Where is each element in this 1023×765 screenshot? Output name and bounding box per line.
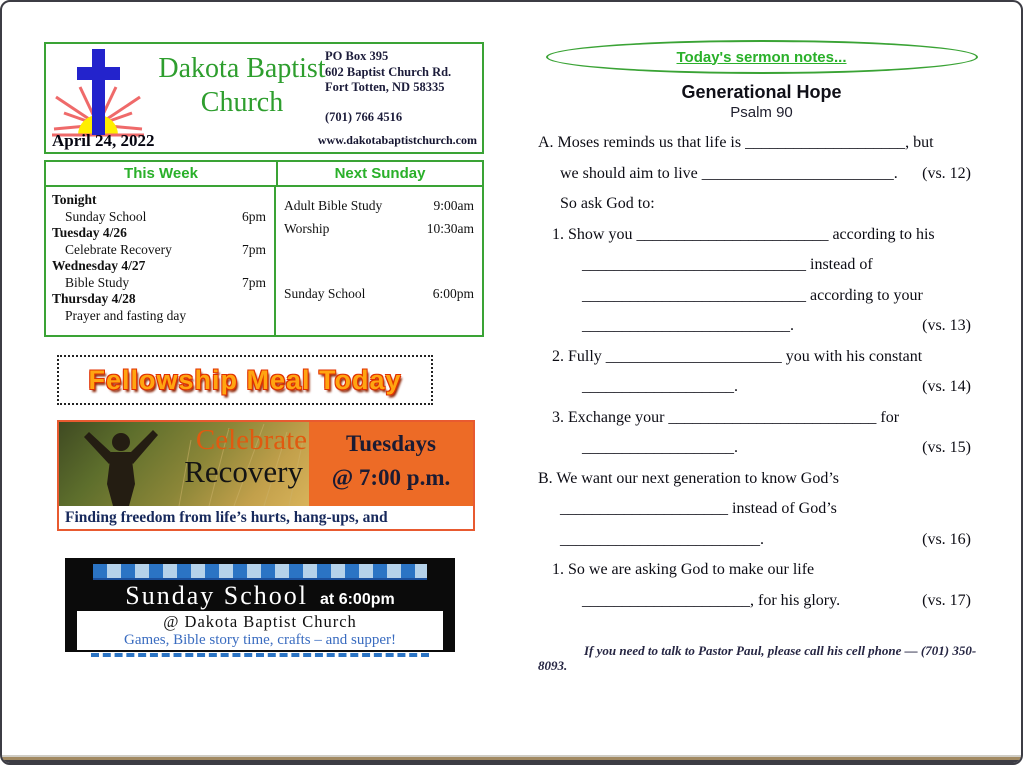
schedule-row: Tonight <box>52 192 97 207</box>
schedule-row: Sunday School 6:00pm <box>284 286 474 301</box>
church-address <box>325 49 477 125</box>
address-line: 602 Baptist Church Rd. <box>325 64 452 79</box>
sermon-line: __________________________. (vs. 13) <box>538 311 985 342</box>
schedule-table <box>44 160 484 337</box>
sermon-line: we should aim to live ________________________. (vs. 12) <box>538 159 985 190</box>
next-sunday-column <box>276 187 482 335</box>
sermon-line: 1. Show you ________________________ according to his <box>538 220 985 251</box>
schedule-row: Prayer and fasting day <box>65 307 187 323</box>
sermon-notes-body <box>538 128 985 616</box>
verse-ref <box>971 494 985 525</box>
schedule-row: Tuesday 4/26 <box>52 225 127 240</box>
verse-ref <box>971 464 985 495</box>
sermon-line: _________________________. (vs. 16) <box>538 525 985 556</box>
sermon-line: _____________________, for his glory. (vs. 17) <box>538 586 985 617</box>
this-week-column <box>46 187 276 335</box>
sermon-line: So ask God to: <box>538 189 985 220</box>
recovery-meeting-time: Tuesdays @ 7:00 p.m. <box>309 422 473 506</box>
verse-ref: (vs. 17) <box>922 591 971 609</box>
schedule-row: Bible Study 7pm <box>65 274 266 290</box>
sermon-line: ____________________________ instead of <box>538 250 985 281</box>
checker-strip <box>93 564 427 580</box>
recovery-photo <box>59 422 309 506</box>
recovery-tagline: Finding freedom from life’s hurts, hang-ups, and <box>65 509 388 526</box>
church-name <box>142 52 342 120</box>
sunday-school-location: @ Dakota Baptist Church <box>163 612 357 631</box>
verse-ref <box>971 342 985 373</box>
church-header-box <box>44 42 484 154</box>
sermon-banner-text: Today's sermon notes... <box>676 48 847 66</box>
schedule-row: Sunday School 6pm <box>65 208 266 224</box>
celebrate-word: Celebrate <box>195 424 307 456</box>
sermon-line: 2. Fully ______________________ you with his constant <box>538 342 985 373</box>
verse-ref: (vs. 16) <box>922 530 971 548</box>
celebrate-recovery-banner <box>57 420 475 531</box>
verse-ref: (vs. 14) <box>922 378 971 395</box>
verse-ref <box>971 281 985 312</box>
church-name-line2: Church <box>200 87 284 118</box>
verse-ref: (vs. 12) <box>922 164 971 182</box>
page-bottom-edge <box>2 755 1021 763</box>
fellowship-meal-banner <box>57 355 433 405</box>
sunday-school-banner <box>65 558 455 652</box>
address-line: Fort Totten, ND 58335 <box>325 80 445 94</box>
schedule-row: Celebrate Recovery 7pm <box>65 241 266 257</box>
sermon-line: ___________________. (vs. 15) <box>538 433 985 464</box>
church-name-line1: Dakota Baptist <box>158 53 326 84</box>
verse-ref: (vs. 13) <box>922 317 971 334</box>
sermon-passage: Psalm 90 <box>730 104 793 121</box>
this-week-header: This Week <box>46 162 278 185</box>
dashed-line <box>91 653 429 657</box>
church-website: www.dakotabaptistchurch.com <box>317 133 477 147</box>
verse-ref <box>971 555 985 586</box>
bulletin-date: April 24, 2022 <box>52 131 155 150</box>
sermon-line: A. Moses reminds us that life is ____________________, but <box>538 128 985 159</box>
sermon-line: 3. Exchange your __________________________ for <box>538 403 985 434</box>
verse-ref <box>971 403 985 434</box>
next-sunday-header: Next Sunday <box>334 165 426 182</box>
sunday-school-title: Sunday School <box>125 581 309 610</box>
church-phone: (701) 766 4516 <box>325 109 403 124</box>
sermon-notes-panel <box>538 40 985 686</box>
fellowship-meal-text: Fellowship Meal Today <box>88 364 402 395</box>
verse-ref <box>971 189 985 220</box>
sermon-line: ____________________________ according to your <box>538 281 985 312</box>
schedule-row: Thursday 4/28 <box>52 291 136 306</box>
schedule-row: Worship 10:30am <box>284 221 474 236</box>
sunday-school-details: Games, Bible story time, crafts – and supper! <box>123 632 396 648</box>
sunday-school-time: at 6:00pm <box>320 591 395 608</box>
sermon-line: _____________________ instead of God’s <box>538 494 985 525</box>
schedule-row: Adult Bible Study 9:00am <box>284 198 474 213</box>
sermon-line: B. We want our next generation to know God’s <box>538 464 985 495</box>
verse-ref <box>971 250 985 281</box>
recovery-word: Recovery <box>184 454 303 489</box>
sermon-line: 1. So we are asking God to make our life <box>538 555 985 586</box>
sermon-notes-ellipse <box>546 40 978 74</box>
schedule-header-row <box>46 162 482 187</box>
verse-ref <box>971 220 985 251</box>
verse-ref <box>971 128 985 159</box>
schedule-row: Wednesday 4/27 <box>52 258 146 273</box>
pastor-contact-note: If you need to talk to Pastor Paul, please call his cell phone — (701) 350-8093. <box>538 643 977 673</box>
verse-ref: (vs. 15) <box>922 439 971 456</box>
sermon-title: Generational Hope <box>681 82 842 102</box>
address-line: PO Box 395 <box>325 49 389 63</box>
sermon-line: ___________________. (vs. 14) <box>538 372 985 403</box>
